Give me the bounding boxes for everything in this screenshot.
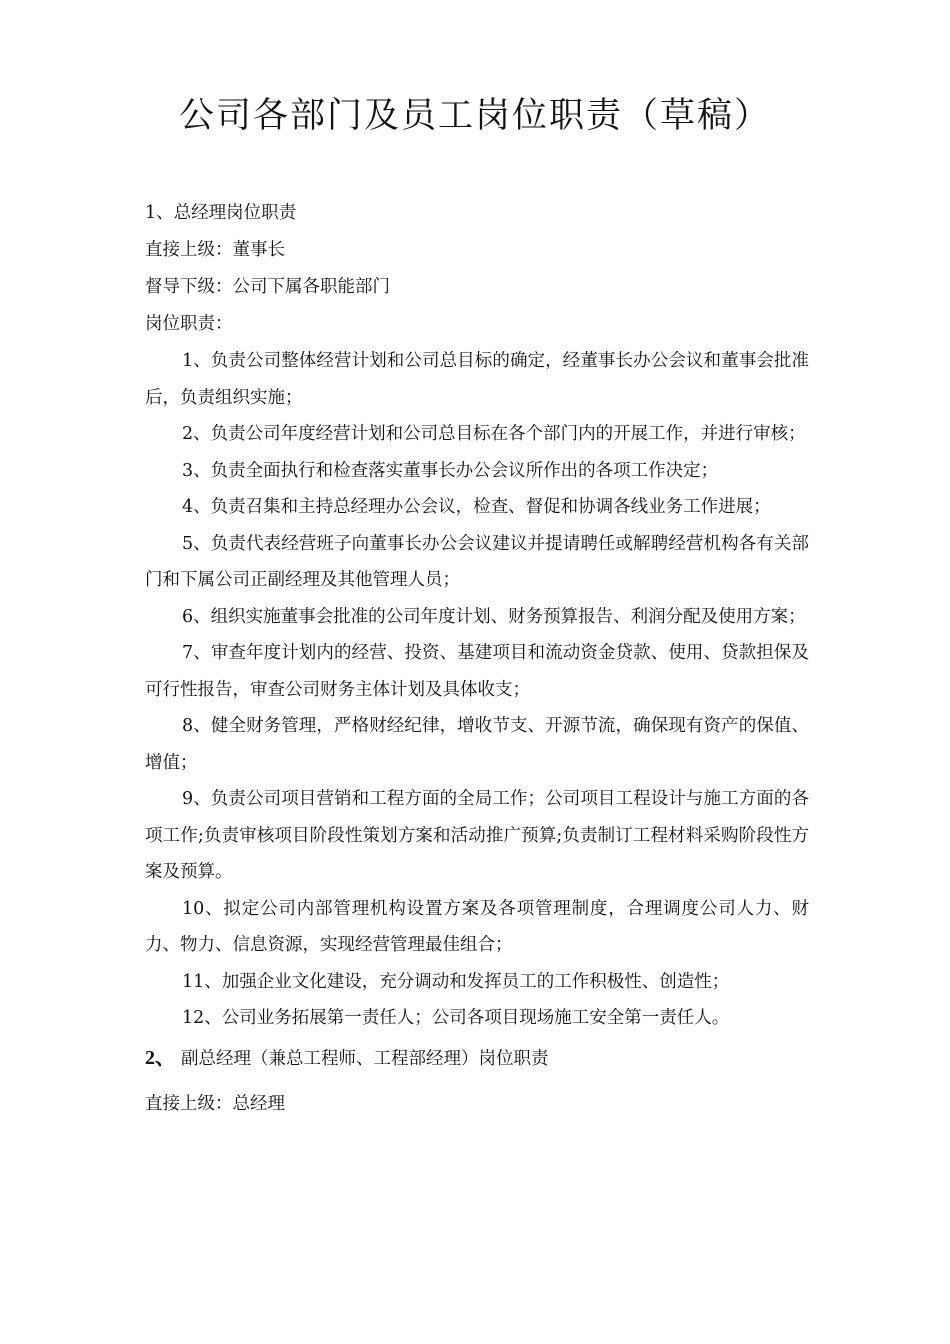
section-2-superior: 直接上级：总经理 bbox=[145, 1093, 285, 1114]
duty-item-2: 2、负责公司年度经营计划和公司总目标在各个部门内的开展工作，并进行审核； bbox=[182, 424, 806, 444]
duty-item-6: 6、组织实施董事会批准的公司年度计划、财务预算报告、利润分配及使用方案； bbox=[182, 606, 806, 627]
duty-item-8: 8、健全财务管理，严格财经纪律，增收节支、开源节流，确保现有资产的保值、增值； bbox=[145, 716, 809, 773]
section-2-number: 2、 bbox=[145, 1046, 175, 1069]
duty-item-7: 7、审查年度计划内的经营、投资、基建项目和流动资金贷款、使用、贷款担保及可行性报告，审查公司财务主体计划及具体收支； bbox=[145, 643, 809, 700]
duty-item-5: 5、负责代表经营班子向董事长办公会议建议并提请聘任或解聘经营机构各有关部门和下属公司正副经理及其他管理人员； bbox=[145, 533, 809, 590]
section-2-heading bbox=[145, 1037, 809, 1080]
section-1-heading: 1、总经理岗位职责 bbox=[145, 203, 297, 223]
section-1-subordinate: 督导下级：公司下属各职能部门 bbox=[145, 277, 390, 297]
document-title: 公司各部门及员工岗位职责（草稿） bbox=[178, 96, 771, 136]
section-2-title: 副总经理（兼总工程师、工程部经理）岗位职责 bbox=[181, 1048, 549, 1069]
duty-item-9: 9、负责公司项目营销和工程方面的全局工作；公司项目工程设计与施工方面的各项工作;负责审核项目阶段性策划方案和活动推广预算;负责制订工程材料采购阶段性方案及预算。 bbox=[145, 789, 809, 882]
duty-item-3: 3、负责全面执行和检查落实董事长办公会议所作出的各项工作决定； bbox=[182, 460, 719, 481]
section-1-duties-label: 岗位职责： bbox=[145, 314, 233, 334]
duty-item-4: 4、负责召集和主持总经理办公会议，检查、督促和协调各线业务工作进展； bbox=[182, 497, 771, 517]
section-1-duties-list bbox=[145, 343, 809, 1037]
duty-item-12: 12、公司业务拓展第一责任人；公司各项目现场施工安全第一责任人。 bbox=[182, 1008, 730, 1028]
document-body bbox=[145, 195, 809, 1123]
section-1-superior: 直接上级：董事长 bbox=[145, 240, 285, 260]
duty-item-11: 11、加强企业文化建设，充分调动和发挥员工的工作积极性、创造性； bbox=[182, 971, 730, 992]
duty-item-1: 1、负责公司整体经营计划和公司总目标的确定，经董事长办公会议和董事会批准后，负责组织实施； bbox=[145, 351, 809, 408]
duty-item-10: 10、拟定公司内部管理机构设置方案及各项管理制度，合理调度公司人力、财力、物力、信息资源，实现经营管理最佳组合； bbox=[145, 898, 809, 955]
